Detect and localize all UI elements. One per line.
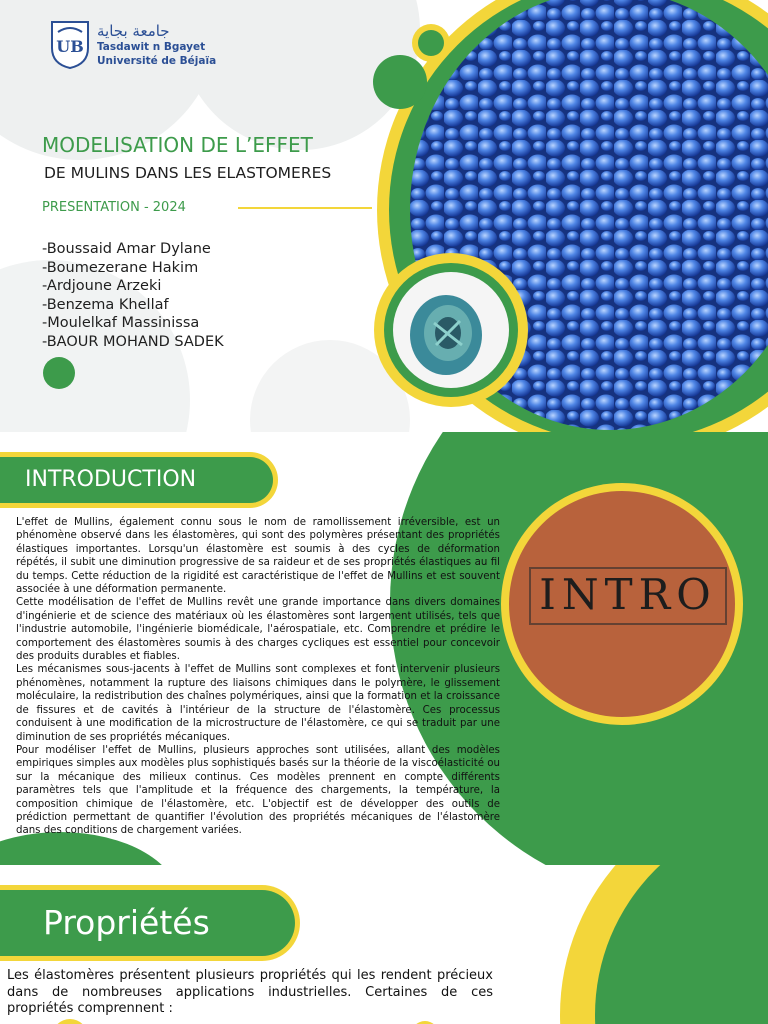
- green-dot: [43, 357, 75, 389]
- intro-paragraph: Les mécanismes sous-jacents à l'effet de Mullins sont complexes et font intervenir plusieurs phénomènes, notamment la rupture des liaisons chimiques dans le polymère, le glissement moléculaire, la redistribution des chaînes polymériques, ainsi que la formation et la croissance de fissures et de cavités à l'intérieur de la structure de l'élastomère. Ces processus conduisent à une modification de la microstructure de l'élastomère, ce qui se traduit par une diminution de ses propriétés mécaniques.: [16, 664, 500, 743]
- title-slide: [0, 0, 768, 432]
- properties-heading: Propriétés: [43, 903, 210, 942]
- svg-text:UB: UB: [56, 37, 84, 56]
- author-item: -Boussaid Amar Dylane: [42, 241, 211, 257]
- title-line-1: MODELISATION DE L’EFFET: [42, 133, 313, 157]
- author-item: -BAOUR MOHAND SADEK: [42, 333, 224, 350]
- logo-line-2: Université de Béjaïa: [97, 55, 217, 67]
- divider-line: [238, 207, 372, 209]
- intro-paragraph: L'effet de Mullins, également connu sous le nom de ramollissement irréversible, est un phénomène observé dans les élastomères, qui sont des polymères présentant des propriétés élastiques importantes. Lorsqu'un élastomère est soumis à des cycles de déformation répétés, il subit une diminution progressive de sa raideur et de ses propriétés élastiques au fil du temps. Cette réduction de la rigidité est caractéristique de l'effet de Mullins et est souvent associée à une déformation permanente.: [16, 517, 500, 596]
- yellow-dot: [52, 1019, 88, 1024]
- logo-arabic-text: جامعة بجاية: [97, 22, 170, 40]
- green-dot: [418, 30, 444, 56]
- introduction-slide: [0, 432, 768, 865]
- green-dot: [373, 55, 427, 109]
- intro-paragraph: Pour modéliser l'effet de Mullins, plusieurs approches sont utilisées, allant des modèles empiriques simples aux modèles plus sophistiqués basés sur la théorie de la viscoélasticité ou sur la mécanique des milieux continus. Ces modèles prennent en compte différents paramètres tels que l'amplitude et la fréquence des chargements, la température, la composition chimique de l'élastomère, etc. L'objectif est de développer des outils de prédiction permettant de quantifier l'évolution des propriétés mécaniques de l'élastomère dans des conditions de chargement variées.: [16, 744, 500, 837]
- author-item: -Boumezerane Hakim: [42, 259, 199, 276]
- properties-body: Les élastomères présentent plusieurs propriétés qui les rendent précieux dans de nombreuses applications industrielles. Certaines de ces propriétés comprennent :: [7, 968, 493, 1016]
- presentation-label: PRESENTATION - 2024: [42, 200, 186, 215]
- intro-body: [16, 516, 500, 838]
- intro-paragraph: Cette modélisation de l'effet de Mullins revêt une grande importance dans divers domaines d'ingénierie et de science des matériaux où les élastomères sont largement utilisés, tels que l'industrie automobile, l'ingénierie biomédicale, l'aérospatiale, etc. Comprendre et prédire le comportement des élastomères soumis à des charges cycliques est essentiel pour concevoir des produits durables et fiables.: [16, 597, 500, 663]
- rubber-part-badge: [374, 253, 528, 407]
- intro-stamp-text: INTRO: [539, 570, 717, 619]
- logo-line-1: Tasdawit n Bgayet: [97, 41, 206, 53]
- author-item: -Moulelkaf Massinissa: [42, 315, 200, 332]
- intro-heading: INTRODUCTION: [25, 467, 197, 492]
- university-logo-icon: [48, 18, 92, 70]
- title-line-2: DE MULINS DANS LES ELASTOMERES: [44, 164, 332, 182]
- author-item: -Ardjoune Arzeki: [42, 278, 162, 295]
- author-item: -Benzema Khellaf: [42, 296, 169, 313]
- properties-slide: [0, 865, 768, 1024]
- authors-list: [42, 240, 224, 352]
